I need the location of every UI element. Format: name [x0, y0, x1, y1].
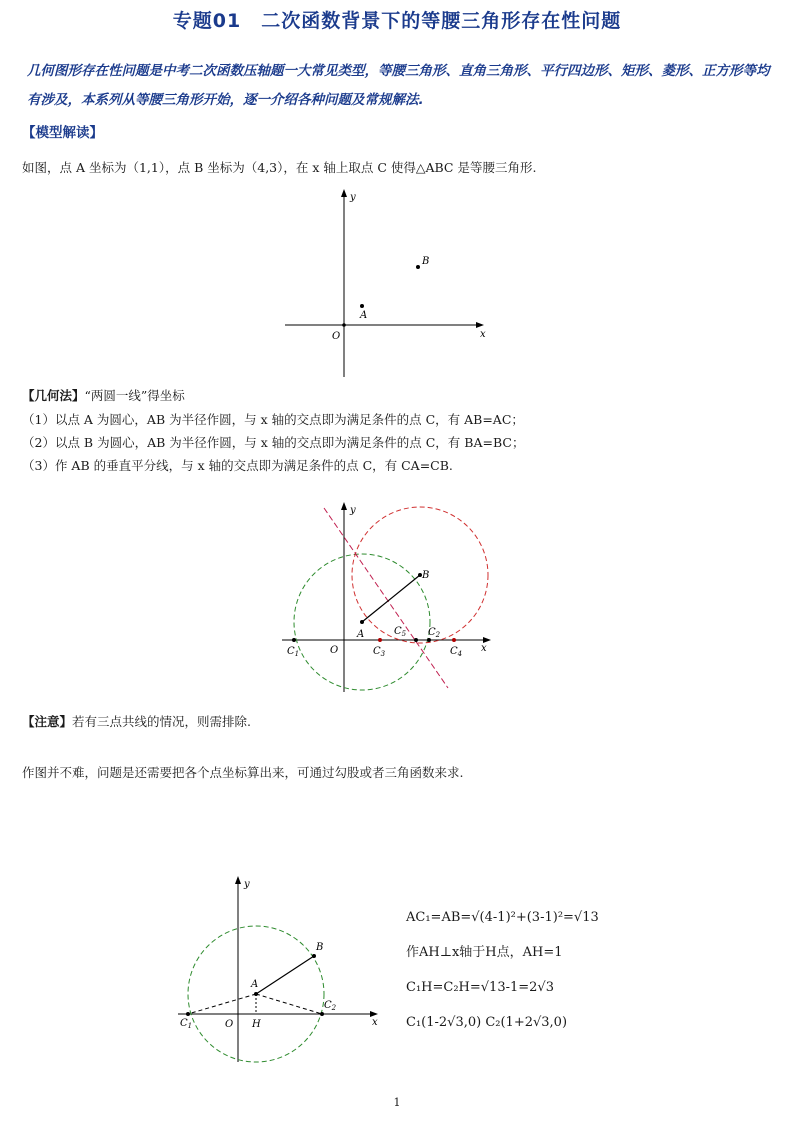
point-c2-label: $C_2$	[428, 627, 441, 639]
point-c1	[292, 638, 296, 642]
point-a-label: A	[357, 629, 365, 640]
page-number: 1	[393, 1096, 401, 1109]
point-b-label: B	[422, 256, 430, 267]
x-label: x	[480, 329, 486, 340]
y-axis-arrow-icon	[235, 876, 241, 884]
point-c3	[378, 638, 382, 642]
point-c4-label: $C_4$	[450, 646, 463, 658]
point-b-label: B	[316, 942, 324, 953]
intro-paragraph: 几何图形存在性问题是中考二次函数压轴题一大常见类型，等腰三角形、直角三角形、平行四边形、矩形、菱形、正方形等均有涉及，本系列从等腰三角形开始，逐一介绍各种问题及常规解法.	[27, 63, 770, 108]
perpendicular-bisector	[324, 508, 448, 688]
point-b-label: B	[422, 570, 430, 581]
page-title: 专题01 二次函数背景下的等腰三角形存在性问题	[172, 10, 622, 32]
point-b	[312, 954, 316, 958]
note	[22, 712, 251, 732]
calc-line: C₁H=C₂H=√13-1=2√3	[406, 980, 554, 995]
geometry-heading-rest: “两圆一线”得坐标	[84, 388, 185, 403]
geometry-heading	[22, 386, 185, 406]
model-heading: 【模型解读】	[22, 125, 103, 141]
point-a	[360, 304, 364, 308]
note-bracket: 【注意】	[22, 714, 73, 729]
figure-circle-a-with-h	[172, 870, 388, 1066]
y-label: y	[350, 505, 356, 516]
x-label: x	[372, 1017, 378, 1028]
point-c5	[414, 638, 418, 642]
method-item: （3）作 AB 的垂直平分线，与 x 轴的交点即为满足条件的点 C，有 CA=CB.	[22, 458, 453, 473]
point-c2	[427, 638, 431, 642]
segment-ab	[256, 956, 314, 994]
calc-line: C₁(1-2√3,0) C₂(1+2√3,0)	[406, 1015, 568, 1030]
segment-ac2	[256, 994, 322, 1014]
problem-statement: 如图，点 A 坐标为（1,1），点 B 坐标为（4,3），在 x 轴上取点 C 使得△ABC 是等腰三角形.	[22, 160, 537, 175]
x-axis-arrow-icon	[476, 322, 484, 328]
point-c4	[452, 638, 456, 642]
point-c1	[186, 1012, 190, 1016]
point-a-label: A	[251, 979, 259, 990]
calc-line: AC₁=AB=√(4-1)²+(3-1)²=√13	[406, 910, 599, 925]
point-c2	[320, 1012, 324, 1016]
y-axis-arrow-icon	[341, 502, 347, 510]
point-a	[360, 620, 364, 624]
method-list	[22, 408, 524, 477]
origin-label: O	[330, 645, 339, 656]
y-label: y	[244, 879, 250, 890]
point-h-label: H	[252, 1019, 261, 1030]
y-axis-arrow-icon	[341, 189, 347, 197]
method-item: （1）以点 A 为圆心，AB 为半径作圆，与 x 轴的交点即为满足条件的点 C，有 AB=AC；	[22, 412, 524, 427]
note-text: 若有三点共线的情况，则需排除.	[72, 714, 251, 729]
remark: 作图并不难，问题是还需要把各个点坐标算出来，可通过勾股或者三角函数来求.	[22, 765, 464, 780]
figure-points	[280, 185, 492, 381]
origin-label: O	[225, 1019, 234, 1030]
point-c1-label: $C_1$	[287, 646, 300, 658]
origin-label: O	[332, 331, 341, 342]
calculation-block	[406, 900, 599, 1040]
y-label: y	[350, 192, 356, 203]
method-item: （2）以点 B 为圆心，AB 为半径作圆，与 x 轴的交点即为满足条件的点 C，有 BA=BC；	[22, 435, 525, 450]
figure-two-circles-one-line	[278, 498, 498, 694]
geometry-heading-bracket: 【几何法】	[22, 388, 85, 403]
point-c3-label: $C_3$	[373, 646, 386, 658]
origin-point	[342, 323, 346, 327]
point-c1-label: $C_1$	[180, 1018, 193, 1030]
point-b	[416, 265, 420, 269]
point-c2-label: $C_2$	[324, 1000, 337, 1012]
calc-line: 作AH⊥x轴于H点，AH=1	[406, 945, 563, 960]
point-c5-label: $C_5$	[394, 626, 407, 638]
segment-ac1	[188, 994, 256, 1014]
segment-ab	[362, 575, 420, 622]
point-a-label: A	[360, 310, 368, 321]
x-label: x	[481, 643, 487, 654]
point-a	[254, 992, 258, 996]
